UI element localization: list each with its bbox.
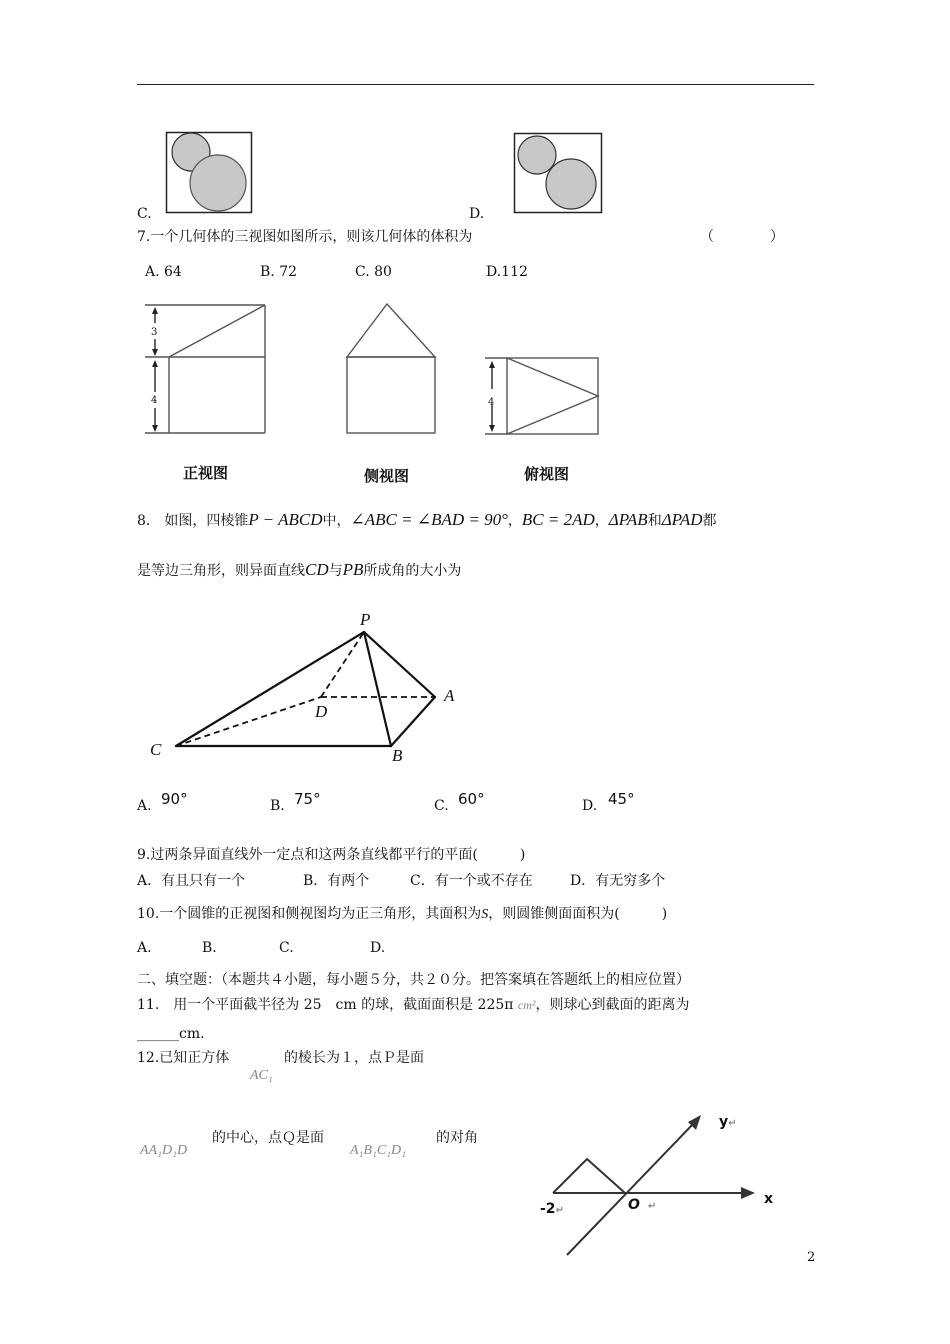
caption-side-view: 侧视图 [364, 467, 410, 485]
label-d: D [315, 702, 328, 721]
q6-option-d-label: D. [469, 206, 485, 222]
q9-option-a: A．有且只有一个 [137, 873, 246, 889]
neg2-mark: ↵ [555, 1205, 564, 1216]
q8-all: 都 [702, 513, 717, 529]
q12-face2: A₁B₁C₁D₁ [350, 1143, 407, 1158]
q8-pb: PB [342, 560, 364, 579]
q8-tri2: ΔPAD [661, 510, 703, 529]
q12-ac1: AC₁ [250, 1068, 273, 1083]
origin-mark: ↵ [647, 1201, 657, 1212]
side-view [347, 304, 435, 433]
q6-option-c-figure [166, 132, 252, 214]
q8-with: 与 [328, 563, 343, 579]
label-a: A [444, 686, 455, 705]
q7-option-a: A. 64 [145, 264, 182, 280]
q8-pyramid: P − ABCD [248, 510, 323, 529]
q10-option-a: A. [137, 940, 152, 956]
q8-option-d-value: 45° [608, 790, 635, 808]
caption-front-view: 正视图 [183, 464, 229, 482]
axis-figure [525, 1105, 785, 1255]
q11-line2: ______cm. [137, 1026, 205, 1042]
q9-stem: 9.过两条异面直线外一定点和这两条直线都平行的平面( ) [137, 847, 526, 863]
q8-side-cond: BC = 2AD [521, 510, 595, 529]
q8-line2-prefix: 是等边三角形，则异面直线 [137, 563, 305, 579]
top-view [485, 358, 598, 434]
q8-stem-line2 [137, 561, 461, 578]
q8-tri1: ΔPAB [608, 510, 648, 529]
y-label-text: y [719, 1114, 729, 1130]
q8-option-a-value: 90° [161, 790, 188, 808]
y-mark: ↵ [728, 1118, 737, 1129]
q8-prefix: 8. 如图，四棱锥 [137, 513, 249, 529]
label-c: C [150, 740, 162, 759]
front-dim-3: 3 [151, 327, 158, 338]
q10-stem [137, 907, 667, 922]
page-number: 2 [807, 1250, 816, 1265]
q11-line1 [137, 998, 690, 1012]
header-rule [137, 84, 814, 85]
q6-option-d-figure [514, 133, 602, 214]
q12-mid: 的中心，点Ｑ是面 [212, 1130, 324, 1146]
q7-option-d: D.112 [486, 264, 528, 280]
q6-option-c-label: C. [137, 206, 152, 222]
q7-stem: 7.一个几何体的三视图如图所示，则该几何体的体积为 [137, 229, 473, 245]
q10-stem-a: 10.一个圆锥的正视图和侧视图均为正三角形，其面积为 [137, 906, 482, 922]
q12-end: 的对角 [436, 1130, 478, 1146]
front-dim-4: 4 [151, 395, 158, 406]
q8-line2-suffix: 所成角的大小为 [363, 563, 462, 579]
q9-option-b: B．有两个 [303, 873, 370, 889]
q7-option-c: C. 80 [355, 264, 392, 280]
q9-option-d: D．有无穷多个 [570, 873, 666, 889]
front-view [145, 305, 265, 433]
neg2-label [540, 1201, 564, 1217]
pyramid-figure [140, 600, 480, 770]
q8-option-b-value: 75° [294, 790, 321, 808]
q12-line1-a: 12.已知正方体 [137, 1050, 230, 1066]
q8-angle-cond: ∠ABC = ∠BAD = 90° [350, 510, 508, 529]
q10-option-b: B. [202, 940, 217, 956]
q8-option-d-letter: D. [582, 798, 598, 814]
q8-option-a-letter: A. [137, 798, 152, 814]
q10-s: S [481, 907, 489, 922]
caption-top-view: 俯视图 [524, 465, 570, 483]
q9-option-c: C．有一个或不存在 [410, 873, 533, 889]
q8-comma: ， [507, 513, 522, 529]
neg2-text: -2 [540, 1201, 556, 1217]
q7-option-b: B. 72 [260, 264, 298, 280]
q12-line1-b: 的棱长为１，点Ｐ是面 [284, 1050, 424, 1066]
y-axis-label [719, 1114, 737, 1130]
q8-cd: CD [305, 560, 329, 579]
x-axis-label: x [764, 1191, 774, 1207]
label-b: B [392, 746, 403, 765]
q10-stem-b: ，则圆锥侧面面积为( ) [488, 906, 668, 922]
q10-option-c: C. [279, 940, 294, 956]
q11-line1-a: 11. 用一个平面截半径为 25 cm 的球，截面面积是 225π [137, 997, 514, 1013]
q7-paren: （ ） [700, 229, 784, 245]
origin-text: O [628, 1197, 640, 1213]
section2-header: 二、填空题：（本题共４小题，每小题５分，共２０分。把答案填在答题纸上的相应位置） [137, 972, 690, 988]
q11-line1-b: ，则球心到截面的距离为 [535, 997, 690, 1013]
q8-option-c-value: 60° [458, 790, 485, 808]
q12-face1: AA₁D₁D [140, 1143, 188, 1158]
q10-option-d: D. [370, 940, 386, 956]
q8-option-c-letter: C. [434, 798, 449, 814]
q8-mid: 中， [322, 513, 351, 529]
q11-cm2: cm² [517, 998, 536, 1012]
top-dim-4: 4 [488, 397, 495, 408]
origin-label [628, 1197, 656, 1213]
q8-and: 和 [647, 513, 662, 529]
q8-comma2: ， [594, 513, 609, 529]
q8-stem-line1 [137, 511, 717, 528]
label-p: P [360, 610, 371, 629]
q8-option-b-letter: B. [270, 798, 285, 814]
